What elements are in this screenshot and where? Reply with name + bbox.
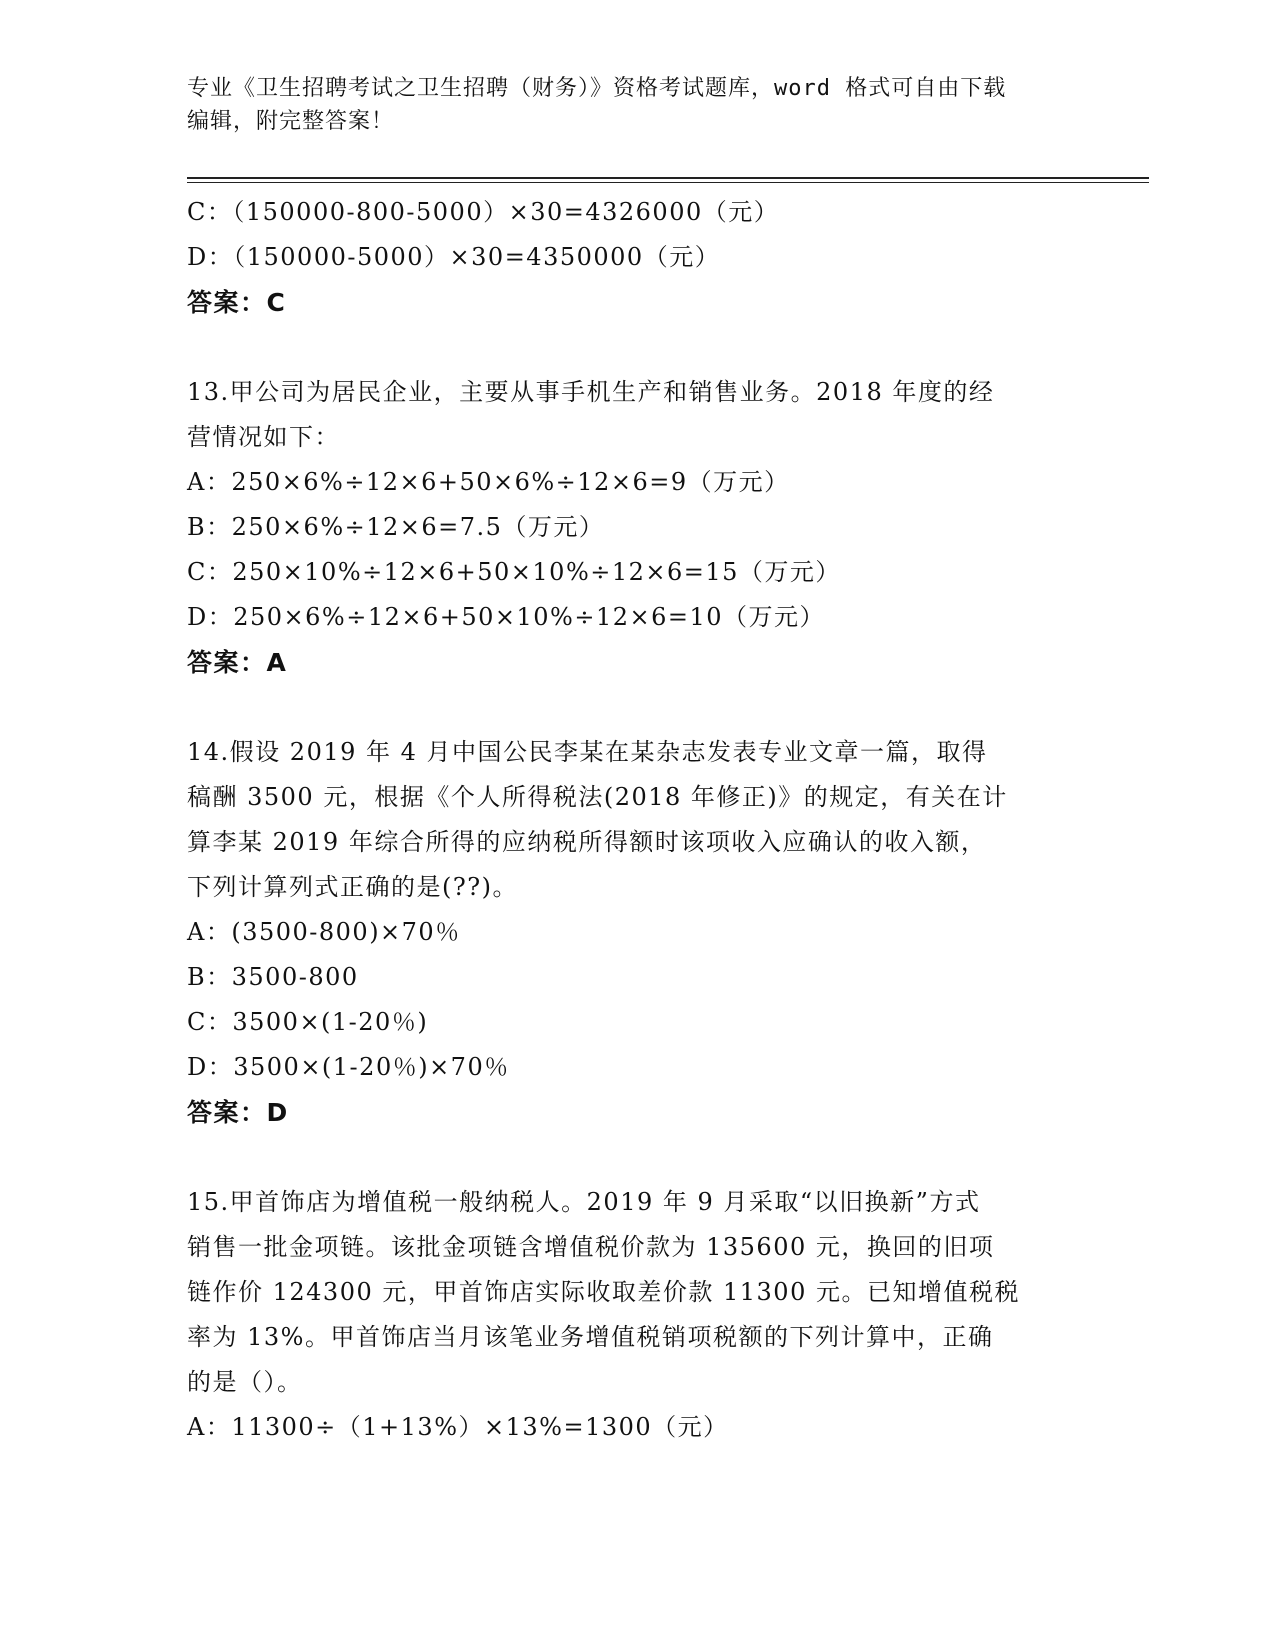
- answer-line: [187, 640, 1087, 685]
- question-14: [187, 730, 1087, 1135]
- option-d: D：（150000-5000）×30=4350000（元）: [187, 243, 721, 271]
- question-text-line: 率为 13%。甲首饰店当月该笔业务增值税销项税额的下列计算中，正确: [187, 1323, 994, 1351]
- question-15: [187, 1180, 1087, 1450]
- option-d: D：250×6%÷12×6+50×10%÷12×6=10（万元）: [187, 603, 826, 631]
- option-b: B：3500-800: [187, 963, 359, 991]
- answer-label: 答案：: [187, 288, 267, 317]
- answer-line: [187, 1090, 1087, 1135]
- header-divider-thin: [187, 182, 1149, 183]
- answer-value: D: [266, 1098, 289, 1127]
- answer-label: 答案：: [187, 1098, 267, 1127]
- question-text-line: 13.甲公司为居民企业，主要从事手机生产和销售业务。2018 年度的经: [187, 378, 995, 406]
- option-b: B：250×6%÷12×6=7.5（万元）: [187, 513, 605, 541]
- question-13: [187, 370, 1087, 685]
- answer-label: 答案：: [187, 648, 267, 677]
- question-text-line: 的是（）。: [187, 1368, 303, 1396]
- question-text-line: 营情况如下：: [187, 423, 340, 451]
- question-text-line: 稿酬 3500 元，根据《个人所得税法(2018 年修正)》的规定，有关在计: [187, 783, 1008, 811]
- answer-value: A: [266, 648, 288, 677]
- question-text-line: 算李某 2019 年综合所得的应纳税所得额时该项收入应确认的收入额，: [187, 828, 987, 856]
- option-a: A：250×6%÷12×6+50×6%÷12×6=9（万元）: [187, 468, 790, 496]
- option-c: C：250×10%÷12×6+50×10%÷12×6=15（万元）: [187, 558, 841, 586]
- spacer: [187, 685, 1087, 730]
- option-a: A：11300÷（1+13%）×13%=1300（元）: [187, 1413, 729, 1441]
- question-text-line: 下列计算列式正确的是(??)。: [187, 873, 518, 901]
- document-header: [187, 72, 1087, 138]
- answer-line: [187, 280, 1087, 325]
- question-12-tail: [187, 190, 1087, 325]
- spacer: [187, 325, 1087, 370]
- header-line-2: 编辑，附完整答案！: [187, 109, 395, 134]
- option-c: C：（150000-800-5000）×30=4326000（元）: [187, 198, 780, 226]
- question-text-line: 15.甲首饰店为增值税一般纳税人。2019 年 9 月采取“以旧换新”方式: [187, 1188, 981, 1216]
- document-body: [187, 190, 1087, 1450]
- question-text-line: 链作价 124300 元，甲首饰店实际收取差价款 11300 元。已知增值税税: [187, 1278, 1020, 1306]
- question-text-line: 14.假设 2019 年 4 月中国公民李某在某杂志发表专业文章一篇，取得: [187, 738, 988, 766]
- option-c: C：3500×(1-20％): [187, 1008, 429, 1036]
- answer-value: C: [266, 288, 287, 317]
- spacer: [187, 1135, 1087, 1180]
- header-line-1: 专业《卫生招聘考试之卫生招聘（财务）》资格考试题库，word 格式可自由下载: [187, 76, 1007, 101]
- header-divider-thick: [187, 177, 1149, 179]
- option-a: A：(3500-800)×70％: [187, 918, 461, 946]
- question-text-line: 销售一批金项链。该批金项链含增值税价款为 135600 元，换回的旧项: [187, 1233, 995, 1261]
- option-d: D：3500×(1-20％)×70％: [187, 1053, 510, 1081]
